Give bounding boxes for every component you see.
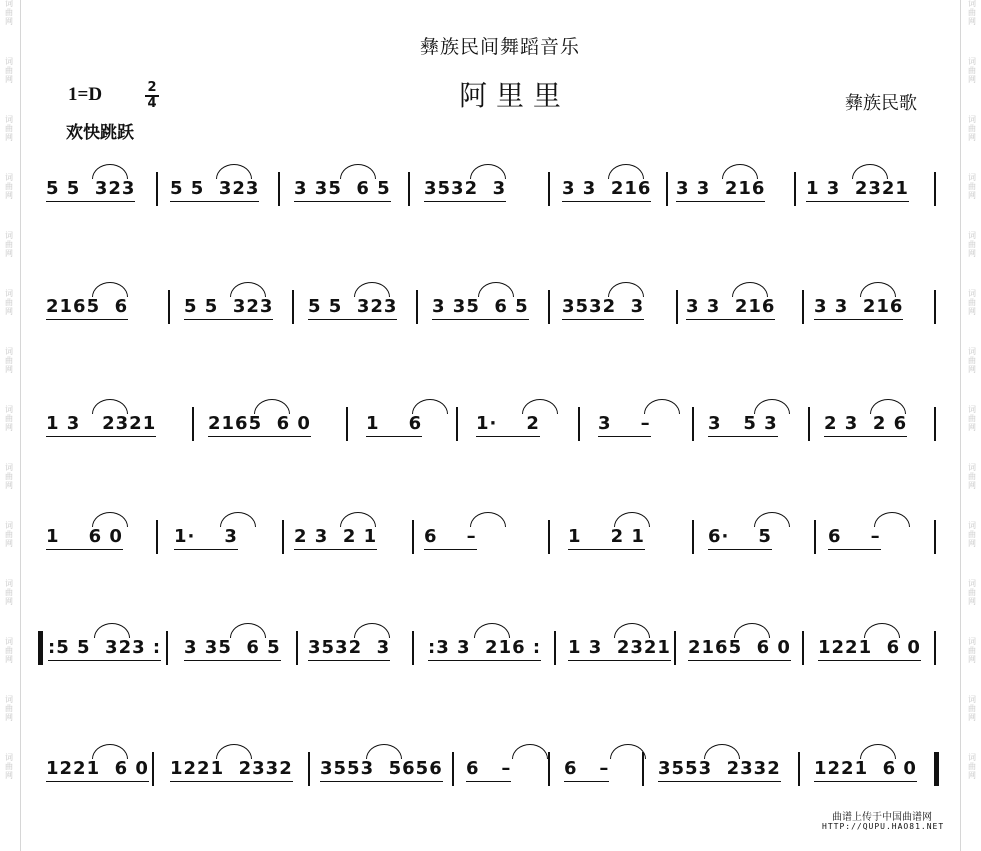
beam-line [174, 549, 238, 551]
measure-notes: 2165 6 0 [208, 413, 311, 434]
slur-mark [220, 512, 256, 527]
score-row [46, 506, 942, 556]
measure-notes: 2 3 2 6 [824, 413, 907, 434]
barline [292, 290, 294, 324]
beam-line [568, 660, 671, 662]
right-watermark-strip [965, 0, 979, 851]
barline [642, 752, 644, 786]
slur-mark [864, 623, 900, 638]
beam-line [562, 319, 644, 321]
slur-mark [870, 399, 906, 414]
watermark-char: 网 [5, 655, 13, 664]
watermark-char: 曲 [5, 472, 13, 481]
barline [166, 631, 168, 665]
watermark-char: 网 [5, 307, 13, 316]
watermark-char: 词 [968, 579, 976, 588]
final-barline [934, 752, 939, 786]
beam-line [708, 436, 778, 438]
measure-notes: 3532 3 [424, 178, 506, 199]
composer: 彝族民歌 [845, 93, 917, 114]
slur-mark [92, 282, 128, 297]
slur-mark [470, 164, 506, 179]
watermark-char: 曲 [968, 124, 976, 133]
watermark-char: 词 [5, 289, 13, 298]
measure-notes: 1· 3 [174, 526, 238, 547]
slur-mark [230, 623, 266, 638]
watermark-char: 曲 [968, 414, 976, 423]
watermark-char: 网 [968, 17, 976, 26]
slur-mark [522, 399, 558, 414]
watermark-char: 词 [968, 637, 976, 646]
slur-mark [614, 623, 650, 638]
barline [416, 290, 418, 324]
watermark-char: 词 [968, 463, 976, 472]
watermark-char: 词 [5, 173, 13, 182]
beam-line [170, 781, 293, 783]
slur-mark [478, 282, 514, 297]
watermark-char: 网 [5, 423, 13, 432]
measure-notes: 2 3 2 1 [294, 526, 377, 547]
watermark-char: 曲 [5, 182, 13, 191]
time-signature-top: 2 [147, 80, 157, 95]
barline [808, 407, 810, 441]
slur-mark [412, 399, 448, 414]
measure-notes: 5 5 323 [308, 296, 397, 317]
barline [192, 407, 194, 441]
measure-notes: 3 3 216 [814, 296, 903, 317]
barline [794, 172, 796, 206]
barline [296, 631, 298, 665]
barline [152, 752, 154, 786]
score-row [46, 158, 942, 208]
beam-line [562, 201, 651, 203]
measure-notes: 5 5 323 [46, 178, 135, 199]
score-row [46, 393, 942, 443]
barline [676, 290, 678, 324]
measure-notes: :3 3 216 : [428, 637, 541, 658]
measure-notes: 3 3 216 [686, 296, 775, 317]
slur-mark [852, 164, 888, 179]
beam-line [366, 436, 422, 438]
watermark-char: 曲 [968, 646, 976, 655]
barline [548, 172, 550, 206]
beam-line [184, 660, 281, 662]
measure-notes: 6· 5 [708, 526, 772, 547]
key-signature: 1=D [68, 84, 103, 105]
measure-notes: 3 35 6 5 [294, 178, 391, 199]
watermark-char: 词 [968, 115, 976, 124]
watermark-char: 词 [968, 231, 976, 240]
barline [578, 407, 580, 441]
beam-line [806, 201, 909, 203]
barline [934, 520, 936, 554]
slur-mark [614, 512, 650, 527]
time-signature [145, 82, 159, 110]
barline [282, 520, 284, 554]
watermark-char: 词 [968, 405, 976, 414]
slur-mark [732, 282, 768, 297]
measure-notes: 1· 2 [476, 413, 540, 434]
watermark-char: 网 [968, 75, 976, 84]
measure-notes: 1221 6 0 [46, 758, 149, 779]
measure-notes: 1 3 2321 [806, 178, 909, 199]
barline [934, 407, 936, 441]
slur-mark [860, 744, 896, 759]
measure-notes: 3553 5656 [320, 758, 443, 779]
watermark-char: 曲 [5, 646, 13, 655]
beam-line [424, 201, 506, 203]
barline [156, 520, 158, 554]
barline [456, 407, 458, 441]
slur-mark [512, 744, 548, 759]
beam-line [46, 436, 156, 438]
slur-mark [704, 744, 740, 759]
watermark-char: 网 [5, 597, 13, 606]
score-row [46, 738, 942, 788]
measure-notes: 3 35 6 5 [184, 637, 281, 658]
measure-notes: 3532 3 [308, 637, 390, 658]
slur-mark [608, 282, 644, 297]
watermark-char: 曲 [5, 66, 13, 75]
measure-notes: 2165 6 0 [688, 637, 791, 658]
watermark-char: 词 [968, 753, 976, 762]
beam-line [294, 201, 391, 203]
watermark-char: 网 [5, 481, 13, 490]
barline [548, 520, 550, 554]
watermark-char: 网 [968, 423, 976, 432]
watermark-char: 词 [968, 521, 976, 530]
left-watermark-strip [2, 0, 16, 851]
slur-mark [474, 623, 510, 638]
barline [802, 290, 804, 324]
watermark-char: 词 [5, 637, 13, 646]
footer-site-url: HTTP://QUPU.HAO81.NET [822, 822, 945, 831]
watermark-char: 词 [5, 231, 13, 240]
barline [412, 520, 414, 554]
measure-notes: 3 3 216 [562, 178, 651, 199]
watermark-char: 曲 [5, 588, 13, 597]
slur-mark [610, 744, 646, 759]
barline [934, 172, 936, 206]
beam-line [476, 436, 540, 438]
beam-line [818, 660, 921, 662]
beam-line [568, 549, 645, 551]
measure-notes: 6 – [828, 526, 881, 547]
watermark-char: 曲 [5, 124, 13, 133]
measure-notes: 1 6 [366, 413, 422, 434]
measure-notes: 1221 6 0 [814, 758, 917, 779]
slur-mark [860, 282, 896, 297]
measure-notes: 1 3 2321 [568, 637, 671, 658]
slur-mark [754, 512, 790, 527]
measure-notes: 5 5 323 [170, 178, 259, 199]
barline [934, 290, 936, 324]
watermark-char: 词 [5, 57, 13, 66]
watermark-char: 词 [5, 0, 13, 8]
watermark-char: 曲 [5, 240, 13, 249]
watermark-char: 曲 [5, 762, 13, 771]
beam-line [308, 660, 390, 662]
barline [692, 407, 694, 441]
watermark-char: 词 [5, 405, 13, 414]
slur-mark [722, 164, 758, 179]
slur-mark [216, 744, 252, 759]
watermark-char: 网 [5, 191, 13, 200]
watermark-char: 网 [968, 597, 976, 606]
beam-line [814, 319, 903, 321]
beam-line [424, 549, 477, 551]
watermark-char: 网 [5, 713, 13, 722]
tempo-marking: 欢快跳跃 [66, 123, 134, 143]
slur-mark [354, 282, 390, 297]
beam-line [170, 201, 259, 203]
beam-line [708, 549, 772, 551]
watermark-char: 网 [968, 191, 976, 200]
watermark-char: 网 [968, 481, 976, 490]
watermark-char: 网 [968, 365, 976, 374]
barline [814, 520, 816, 554]
watermark-char: 网 [5, 17, 13, 26]
beam-line [184, 319, 273, 321]
barline [452, 752, 454, 786]
beam-line [428, 660, 541, 662]
measure-notes: 3 3 216 [676, 178, 765, 199]
beam-line [294, 549, 377, 551]
beam-line [46, 319, 128, 321]
watermark-char: 词 [968, 57, 976, 66]
watermark-char: 网 [5, 365, 13, 374]
measure-notes: 6 – [564, 758, 609, 779]
beam-line [46, 201, 135, 203]
barline [674, 631, 676, 665]
slur-mark [644, 399, 680, 414]
beam-line [564, 781, 609, 783]
barline [548, 752, 550, 786]
barline [554, 631, 556, 665]
watermark-char: 词 [5, 579, 13, 588]
left-border-line [20, 0, 21, 851]
slur-mark [874, 512, 910, 527]
barline [278, 172, 280, 206]
slur-mark [216, 164, 252, 179]
measure-notes: 2165 6 [46, 296, 128, 317]
watermark-char: 曲 [968, 356, 976, 365]
watermark-char: 曲 [968, 66, 976, 75]
watermark-char: 曲 [968, 240, 976, 249]
slur-mark [92, 744, 128, 759]
beam-line [46, 549, 123, 551]
measure-notes: 3 – [598, 413, 651, 434]
time-signature-bottom: 4 [147, 96, 157, 111]
measure-notes: 3 5 3 [708, 413, 778, 434]
beam-line [814, 781, 917, 783]
slur-mark [230, 282, 266, 297]
beam-line [598, 436, 651, 438]
beam-line [658, 781, 781, 783]
beam-line [676, 201, 765, 203]
barline [308, 752, 310, 786]
watermark-char: 曲 [5, 530, 13, 539]
watermark-char: 词 [968, 347, 976, 356]
watermark-char: 词 [968, 289, 976, 298]
watermark-char: 词 [968, 695, 976, 704]
measure-notes: 3532 3 [562, 296, 644, 317]
watermark-char: 网 [5, 133, 13, 142]
watermark-char: 网 [5, 771, 13, 780]
watermark-char: 网 [968, 713, 976, 722]
watermark-char: 曲 [5, 704, 13, 713]
watermark-char: 网 [5, 75, 13, 84]
slur-mark [354, 623, 390, 638]
beam-line [308, 319, 397, 321]
watermark-char: 网 [968, 655, 976, 664]
barline [412, 631, 414, 665]
watermark-char: 曲 [5, 414, 13, 423]
slur-mark [470, 512, 506, 527]
measure-notes: 6 – [466, 758, 511, 779]
slur-mark [254, 399, 290, 414]
watermark-char: 曲 [968, 762, 976, 771]
beam-line [432, 319, 529, 321]
beam-line [48, 660, 161, 662]
barline [168, 290, 170, 324]
barline [408, 172, 410, 206]
watermark-char: 曲 [968, 472, 976, 481]
watermark-char: 曲 [968, 182, 976, 191]
barline [548, 290, 550, 324]
watermark-char: 词 [968, 0, 976, 8]
barline [798, 752, 800, 786]
watermark-char: 词 [5, 521, 13, 530]
right-border-line [960, 0, 961, 851]
barline [692, 520, 694, 554]
watermark-char: 词 [968, 173, 976, 182]
watermark-char: 网 [968, 307, 976, 316]
collection-title: 彝族民间舞蹈音乐 [419, 36, 580, 58]
measure-notes: 5 5 323 [184, 296, 273, 317]
slur-mark [754, 399, 790, 414]
watermark-char: 词 [5, 695, 13, 704]
watermark-char: 曲 [968, 588, 976, 597]
beam-line [828, 549, 881, 551]
slur-mark [366, 744, 402, 759]
slur-mark [734, 623, 770, 638]
measure-notes: 3 35 6 5 [432, 296, 529, 317]
measure-notes: 1 6 0 [46, 526, 123, 547]
watermark-char: 网 [968, 539, 976, 548]
measure-notes: 1 3 2321 [46, 413, 156, 434]
watermark-char: 曲 [968, 8, 976, 17]
slur-mark [340, 164, 376, 179]
measure-notes: 3553 2332 [658, 758, 781, 779]
watermark-char: 网 [968, 133, 976, 142]
watermark-char: 曲 [5, 8, 13, 17]
watermark-char: 词 [5, 463, 13, 472]
measure-notes: 6 – [424, 526, 477, 547]
footer-site-name: 曲谱上传于中国曲谱网 [832, 812, 932, 823]
slur-mark [340, 512, 376, 527]
slur-mark [608, 164, 644, 179]
beam-line [686, 319, 775, 321]
slur-mark [92, 512, 128, 527]
watermark-char: 词 [5, 115, 13, 124]
beam-line [208, 436, 311, 438]
watermark-char: 曲 [968, 530, 976, 539]
slur-mark [92, 399, 128, 414]
watermark-char: 词 [5, 753, 13, 762]
beam-line [824, 436, 907, 438]
measure-notes: 1221 6 0 [818, 637, 921, 658]
beam-line [46, 781, 149, 783]
barline [934, 631, 936, 665]
song-title: 阿 里 里 [459, 79, 561, 112]
watermark-char: 网 [5, 249, 13, 258]
watermark-char: 词 [5, 347, 13, 356]
watermark-char: 网 [968, 771, 976, 780]
watermark-char: 网 [5, 539, 13, 548]
beam-line [466, 781, 511, 783]
slur-mark [92, 164, 128, 179]
watermark-char: 曲 [5, 298, 13, 307]
beam-line [320, 781, 443, 783]
repeat-start-barline [38, 631, 43, 665]
barline [802, 631, 804, 665]
measure-notes: :5 5 323 : [48, 637, 161, 658]
score-row [46, 276, 942, 326]
barline [666, 172, 668, 206]
slur-mark [94, 623, 130, 638]
watermark-char: 网 [968, 249, 976, 258]
watermark-char: 曲 [968, 704, 976, 713]
barline [156, 172, 158, 206]
barline [346, 407, 348, 441]
score-row [46, 617, 942, 667]
watermark-char: 曲 [5, 356, 13, 365]
beam-line [688, 660, 791, 662]
measure-notes: 1 2 1 [568, 526, 645, 547]
measure-notes: 1221 2332 [170, 758, 293, 779]
watermark-char: 曲 [968, 298, 976, 307]
